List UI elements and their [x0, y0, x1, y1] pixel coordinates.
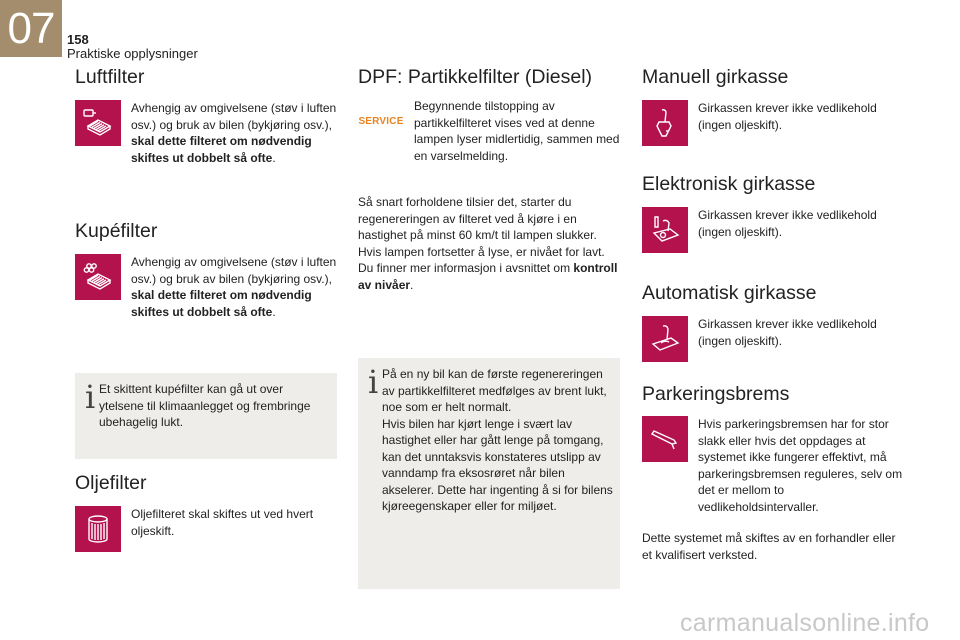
- heading-oljefilter: Oljefilter: [75, 472, 147, 494]
- elektronisk-text: Girkassen krever ikke vedlikehold (ingen oljeskift).: [698, 208, 877, 239]
- luftfilter-text: Avhengig av omgivelsene (støv i luften osv.) og bruk av bilen (bykjøring osv.), skal dette filteret om nødvendig skiftes ut dobbelt så ofte.: [131, 101, 337, 165]
- watermark: carmanualsonline.info: [680, 609, 930, 637]
- air-filter-icon: [75, 100, 121, 146]
- info-text: På en ny bil kan de første regenereringen av partikkelfilteret medfølges av brent lukt, noe som er helt normalt. Hvis bilen har kjørt lenge i svært lav hastighet eller har gått lenge på tomgang, kan det unntaksvis konstateres utslipp av vanndamp fra eksosrøret når bilen akselerer. Dette har ingenting å si for bilens kjøreegenskaper eller for miljøet.: [382, 367, 613, 513]
- page-number: 158: [67, 32, 89, 47]
- dpf-text: Begynnende tilstopping av partikkelfilteret vises ved at denne lampen lyser midlertidig, sammen med en varselmelding.: [414, 99, 620, 163]
- heading-kupefilter: Kupéfilter: [75, 220, 158, 242]
- manual-gearbox-icon: [642, 100, 688, 146]
- manuell-text: Girkassen krever ikke vedlikehold (ingen oljeskift).: [698, 101, 877, 132]
- dpf-paragraph: Så snart forholdene tilsier det, starter du regenereringen av filteret ved å kjøre i en hastighet på minst 60 km/t til lampen slukker. Hvis lampen fortsetter å lyse, er nivået for lavt. Du finner mer informasjon i avsnittet om kontroll av nivåer.: [358, 195, 618, 292]
- heading-luftfilter: Luftfilter: [75, 66, 145, 88]
- heading-automatisk: Automatisk girkasse: [642, 282, 817, 304]
- heading-manuell: Manuell girkasse: [642, 66, 789, 88]
- automatisk-text: Girkassen krever ikke vedlikehold (ingen oljeskift).: [698, 317, 877, 348]
- electronic-gearbox-icon: [642, 207, 688, 253]
- heading-parkering: Parkeringsbrems: [642, 383, 790, 405]
- chapter-number: 07: [0, 0, 62, 57]
- kupefilter-text: Avhengig av omgivelsene (støv i luften osv.) og bruk av bilen (bykjøring osv.), skal dette filteret om nødvendig skiftes ut dobbelt så ofte.: [131, 255, 337, 319]
- info-icon: i: [368, 363, 379, 401]
- info-icon: i: [85, 378, 96, 416]
- section-title: Praktiske opplysninger: [67, 46, 198, 61]
- parkering-footer-text: Dette systemet må skiftes av en forhandler eller et kvalifisert verksted.: [642, 531, 896, 562]
- oljefilter-text: Oljefilteret skal skiftes ut ved hvert oljeskift.: [131, 507, 314, 538]
- info-box-kupefilter: [75, 373, 337, 459]
- parkering-text: Hvis parkeringsbremsen har for stor slakk eller hvis det oppdages at systemet ikke fungerer effektivt, må parkeringsbremsen reguleres, selv om det er mellom to vedlikeholdsintervaller.: [698, 417, 903, 514]
- heading-elektronisk: Elektronisk girkasse: [642, 173, 816, 195]
- info-text: Et skittent kupéfilter kan gå ut over ytelsene til klimaanlegget og frembringe ubehagelig lukt.: [99, 382, 311, 429]
- automatic-gearbox-icon: [642, 316, 688, 362]
- info-box-dpf: [358, 358, 620, 589]
- parking-brake-icon: [642, 416, 688, 462]
- heading-dpf: DPF: Partikkelfilter (Diesel): [358, 66, 593, 88]
- service-warning-icon: SERVICE: [358, 115, 404, 127]
- cabin-filter-icon: [75, 254, 121, 300]
- oil-filter-icon: [75, 506, 121, 552]
